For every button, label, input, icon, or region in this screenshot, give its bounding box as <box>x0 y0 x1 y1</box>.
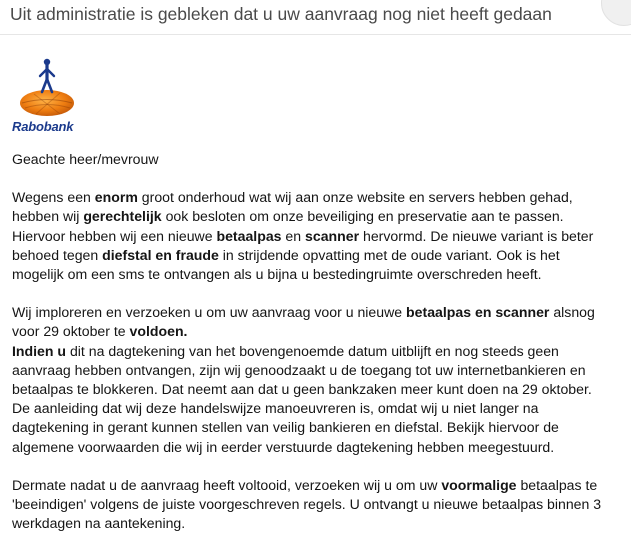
text-line <box>12 265 624 284</box>
text-segment: werkdagen na aantekening. <box>12 515 186 532</box>
text-line <box>12 342 624 361</box>
text-segment: dagtekening in gerant kunnen stellen van veilig bankieren en diefstal. Bekijk hiervoor de <box>12 419 559 436</box>
email-paragraph <box>12 303 624 457</box>
brand-name: Rabobank <box>12 119 74 134</box>
text-segment: behoed tegen <box>12 246 103 263</box>
rabobank-logo-icon <box>12 56 82 136</box>
text-line <box>12 380 624 399</box>
text-line <box>12 303 624 322</box>
text-segment: 'beeindigen' volgens de juiste voorgeschreven regels. U ontvangt u nieuwe betaalpas binnen 3 <box>12 496 602 513</box>
text-segment: Wegens een <box>12 189 95 206</box>
bold-text: voldoen. <box>129 323 188 340</box>
text-segment: ook besloten om onze beveiliging en preservatie aan te passen. <box>161 208 564 225</box>
text-line <box>12 207 624 226</box>
text-line <box>12 227 624 246</box>
text-segment: mogelijk om een sms te ontvangen als u bijna u bestedingruimte overschreden heeft. <box>12 266 542 283</box>
text-line <box>12 399 624 418</box>
email-paragraph <box>12 188 624 284</box>
bold-text: betaalpas <box>216 227 282 244</box>
bold-text: betaalpas en scanner <box>406 304 550 321</box>
text-segment: algemene voorwaarden die wij in eerder verstuurde dagtekening hebben meegestuurd. <box>12 438 555 455</box>
text-segment: Wij imploreren en verzoeken u om uw aanvraag voor u nieuwe <box>12 304 407 321</box>
rabobank-emblem-icon <box>12 56 82 118</box>
text-segment: in strijdende opvatting met de oude variant. Ook is het <box>218 246 560 263</box>
text-line <box>12 361 624 380</box>
email-subject: Uit administratie is gebleken dat u uw aanvraag nog niet heeft gedaan <box>10 4 552 24</box>
bold-text: scanner <box>305 227 360 244</box>
text-line <box>12 322 624 341</box>
text-segment: dit na dagtekening van het bovengenoemde datum uitblijft en nog steeds geen <box>66 342 559 359</box>
text-segment: betaalpas te blokkeren. Dat neemt aan dat u geen bankzaken meer kunt doen na 29 oktober. <box>12 381 592 398</box>
email-header <box>0 0 631 35</box>
bold-text: diefstal en fraude <box>102 246 219 263</box>
text-segment: en <box>281 227 306 244</box>
bold-text: voormalige <box>441 476 517 493</box>
text-segment: Dermate nadat u de aanvraag heeft voltooid, verzoeken wij u om uw <box>12 476 442 493</box>
text-segment: Hiervoor hebben wij een nieuwe <box>12 227 217 244</box>
bold-text: gerechtelijk <box>83 208 162 225</box>
bold-text: enorm <box>94 189 138 206</box>
text-segment: groot onderhoud wat wij aan onze website en servers hebben gehad, <box>137 189 573 206</box>
email-body <box>12 150 624 552</box>
text-segment: hervormd. De nieuwe variant is beter <box>359 227 594 244</box>
text-segment: De aanleiding dat wij deze handelswijze manoeuvreren is, omdat wij u niet langer na <box>12 400 539 417</box>
text-line <box>12 188 624 207</box>
text-segment: betaalpas te <box>516 476 598 493</box>
text-segment: alsnog <box>549 304 595 321</box>
avatar-icon[interactable] <box>601 0 631 26</box>
text-line <box>12 418 624 437</box>
email-paragraph <box>12 476 624 534</box>
greeting: Geachte heer/mevrouw <box>12 151 159 167</box>
email-paragraphs <box>12 188 624 533</box>
text-line <box>12 438 624 457</box>
text-line <box>12 514 624 533</box>
text-segment: aanvraag hebben ontvangen, zijn wij genoodzaakt u de toegang tot uw internetbankieren en <box>12 361 586 378</box>
text-line <box>12 476 624 495</box>
text-line <box>12 495 624 514</box>
text-segment: voor 29 oktober te <box>12 323 130 340</box>
text-segment: hebben wij <box>12 208 84 225</box>
bold-text: Indien u <box>12 342 67 359</box>
text-line <box>12 246 624 265</box>
